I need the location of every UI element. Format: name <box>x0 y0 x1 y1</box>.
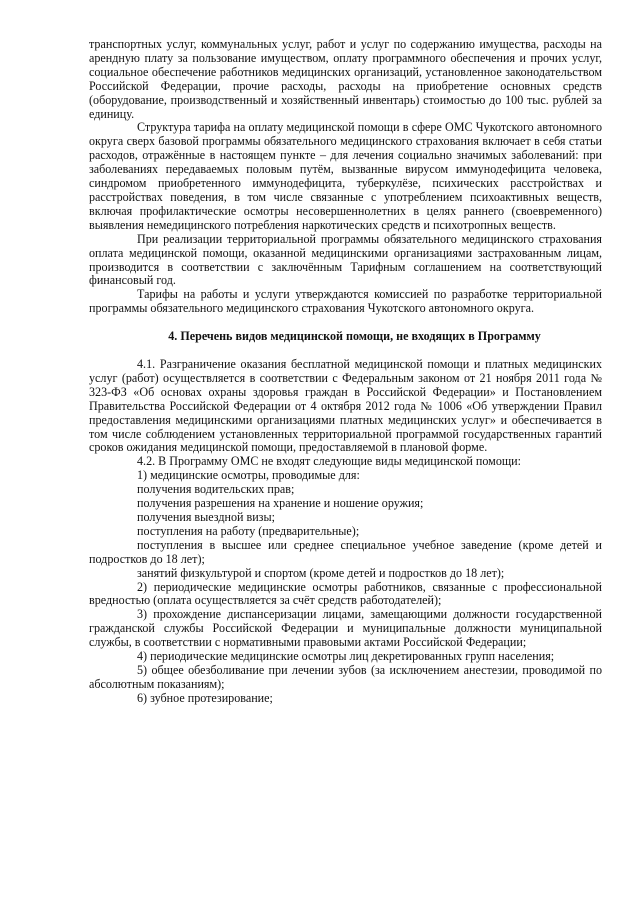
paragraph-4-2: 4.2. В Программу ОМС не входят следующие виды медицинской помощи: <box>137 454 522 469</box>
paragraph-tariffs-approval: Тарифы на работы и услуги утверждаются комиссией по разработке территориальной программы обязательного медицинского страхования Чукотского автономного округа. <box>89 287 602 316</box>
list-item-driver-license: получения водительских прав; <box>137 482 295 497</box>
list-item-anesthesia: 5) общее обезболивание при лечении зубов (за исключением анестезии, проводимой по абсолютным показаниям); <box>89 662 602 691</box>
list-item-dispensarization: 3) прохождение диспансеризации лицами, замещающими должности государственной гражданской службы Российской Федерации и муниципальные должности муниципальной службы, в соответствии с нормативными правовыми актами Российской Федерации; <box>89 607 602 650</box>
list-item-decreed-groups: 4) периодические медицинские осмотры лиц декретированных групп населения; <box>137 649 555 664</box>
section-heading: 4. Перечень видов медицинской помощи, не входящих в Программу <box>168 329 541 344</box>
list-item-exit-visa: получения выездной визы; <box>137 510 275 524</box>
list-item-sports: занятий физкультурой и спортом (кроме детей и подростков до 18 лет); <box>137 565 505 580</box>
list-item-medical-exams: 1) медицинские осмотры, проводимые для: <box>137 468 360 483</box>
paragraph-expenses-continued: транспортных услуг, коммунальных услуг, работ и услуг по содержанию имущества, расходы на арендную плату за пользование имуществом, оплату программного обеспечения и прочих услуг, социальное обеспечение работников медицинских организаций, установленное законодательством Российской Федерации, прочие расходы, расходы на приобретение основных средств (оборудование, производственный и хозяйственный инвентарь) стоимостью до 100 тыс. рублей за единицу. <box>89 37 602 121</box>
spacer <box>89 316 602 330</box>
paragraph-4-1: 4.1. Разграничение оказания бесплатной медицинской помощи и платных медицинских услуг (работ) осуществляется в соответствии с Федеральным законом от 21 ноября 2011 года № 323-ФЗ «Об основах охраны здоровья граждан в Российской Федерации» и Постановлением Правительства Российской Федерации от 4 октября 2012 года № 1006 «Об утверждении Правил предоставления медицинскими организациями платных медицинских услуг» и обеспечивается в том числе соблюдением установленных территориальной программой государственных гарантий сроков ожидания медицинской помощи, предоставляемой в плановой форме. <box>89 357 602 455</box>
list-item-dental-prosthetics: 6) зубное протезирование; <box>137 690 273 705</box>
spacer <box>89 344 602 358</box>
paragraph-tariff-structure: Структура тарифа на оплату медицинской помощи в сфере ОМС Чукотского автономного округа сверх базовой программы обязательного медицинского страхования включает в себя статьи расходов, отражённые в настоящем пункте – для лечения социально значимых заболеваний: при заболеваниях передаваемых половым путём, вызванные вирусом иммунодефицита человека, синдромом приобретенного иммунодефицита, туберкулёзе, психических расстройствах и расстройствах поведения, в том числе связанные с употреблением психоактивных веществ, включая профилактические осмотры несовершеннолетних в целях раннего (своевременного) выявления немедицинского потребления наркотических средств и психотропных веществ. <box>89 120 602 232</box>
list-item-weapon-permit: получения разрешения на хранение и ношение оружия; <box>137 496 424 511</box>
list-item-education-admission: поступления в высшее или среднее специальное учебное заведение (кроме детей и подростков до 18 лет); <box>89 537 602 566</box>
list-item-employment: поступления на работу (предварительные); <box>137 523 360 538</box>
list-item-periodic-exams: 2) периодические медицинские осмотры работников, связанные с профессиональной вредностью (оплата осуществляется за счёт средств работодателей); <box>89 579 602 608</box>
paragraph-program-payment: При реализации территориальной программы обязательного медицинского страхования оплата медицинской помощи, оказанной медицинскими организациями застрахованным лицам, производится в соответствии с заключённым Тарифным соглашением на соответствующий финансовый год. <box>89 231 602 288</box>
